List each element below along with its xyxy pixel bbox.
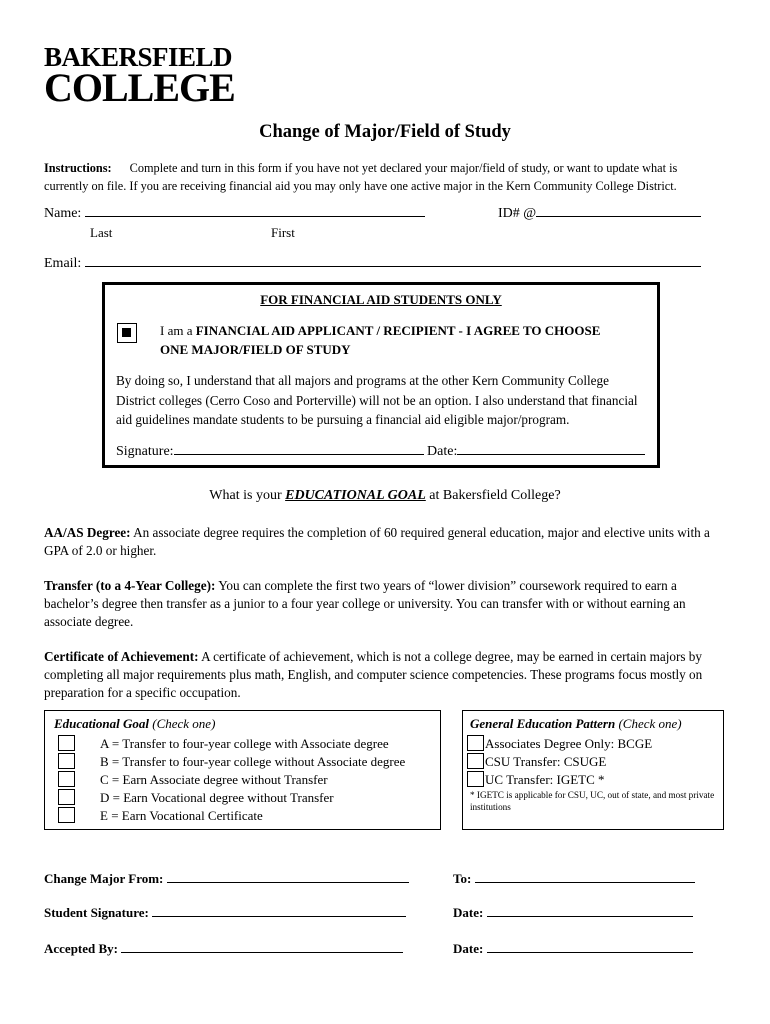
student-signature-row <box>44 905 406 921</box>
definition-text: You can complete the first two years of “lower division” coursework required to earn a bachelor’s degree then transfer as a junior to a four year college or university. You can transfer with or without earning an associate degree. <box>44 578 686 629</box>
goal-option-d: D = Earn Vocational degree without Transfer <box>100 790 334 805</box>
accepted-date-label: Date: <box>453 941 484 956</box>
change-from-label: Change Major From: <box>44 871 164 886</box>
fa-date-label: Date: <box>427 444 458 459</box>
definition-transfer <box>44 577 729 631</box>
ge-pattern-box <box>462 710 724 830</box>
goal-b-checkbox[interactable] <box>58 753 75 769</box>
financial-aid-checkbox[interactable] <box>117 323 137 343</box>
goal-option-a: A = Transfer to four-year college with Associate degree <box>100 736 389 751</box>
change-from-field[interactable] <box>167 882 409 883</box>
fa-date-field[interactable] <box>457 454 645 455</box>
accepted-by-field[interactable] <box>121 952 403 953</box>
student-date-label: Date: <box>453 905 484 920</box>
definition-text: A certificate of achievement, which is not a college degree, may be earned in certain majors by completing all major requirements plus math, English, and computer science competencies. These programs focus mostly on preparation for a specific occupation. <box>44 649 703 700</box>
email-field[interactable] <box>85 266 701 267</box>
accepted-by-label: Accepted By: <box>44 941 119 956</box>
ge-igetc-checkbox[interactable] <box>467 771 484 787</box>
accepted-date-field[interactable] <box>487 952 693 953</box>
goal-option-b: B = Transfer to four-year college without Associate degree <box>100 754 406 769</box>
goal-heading-hint: (Check one) <box>149 716 216 731</box>
last-label: Last <box>90 225 113 240</box>
change-from-row <box>44 871 409 887</box>
educational-goal-question <box>0 488 770 504</box>
name-label: Name: <box>44 206 82 221</box>
definition-text: An associate degree requires the completion of 60 required general education, major and elective units with a GPA of 2.0 or higher. <box>44 525 710 558</box>
student-signature-label: Student Signature: <box>44 905 149 920</box>
name-row <box>44 206 425 222</box>
educational-goal-heading <box>54 716 215 732</box>
igetc-note: * IGETC is applicable for CSU, UC, out of state, and most private institutions <box>470 790 715 812</box>
agreement-bold: FINANCIAL AID APPLICANT / RECIPIENT - I AGREE TO CHOOSE ONE MAJOR/FIELD OF STUDY <box>160 323 601 357</box>
definition-term: Transfer (to a 4-Year College): <box>44 578 216 593</box>
ge-option-bcge: Associates Degree Only: BCGE <box>485 736 653 751</box>
fa-signature-field[interactable] <box>174 454 424 455</box>
accepted-by-row <box>44 941 403 957</box>
goal-option-e: E = Earn Vocational Certificate <box>100 808 263 823</box>
email-label: Email: <box>44 256 82 271</box>
email-row <box>44 256 701 272</box>
ge-option-igetc: UC Transfer: IGETC * <box>485 772 605 787</box>
definition-aa-as <box>44 524 729 560</box>
ge-option-csuge: CSU Transfer: CSUGE <box>485 754 607 769</box>
ge-heading-hint: (Check one) <box>615 716 682 731</box>
goal-d-checkbox[interactable] <box>58 789 75 805</box>
financial-aid-heading: FOR FINANCIAL AID STUDENTS ONLY <box>260 292 502 307</box>
financial-aid-paragraph: By doing so, I understand that all majors and programs at the other Kern Community College District colleges (Cerro Coso and Porterville) will not be an option. I also understand that financial aid guidelines mandate students to be pursuing a financial aid eligible major/program. <box>116 373 638 427</box>
goal-a-checkbox[interactable] <box>58 735 75 751</box>
instructions-text: Complete and turn in this form if you have not yet declared your major/field of study, or want to update what is currently on file. If you are receiving financial aid you may only have one active major in the Kern Community College District. <box>44 161 678 193</box>
id-field[interactable] <box>536 216 701 217</box>
goal-question-prefix: What is your <box>209 488 286 503</box>
goal-e-checkbox[interactable] <box>58 807 75 823</box>
goal-question-suffix: at Bakersfield College? <box>425 488 561 503</box>
first-label: First <box>271 225 295 240</box>
student-date-field[interactable] <box>487 916 693 917</box>
goal-option-c: C = Earn Associate degree without Transfer <box>100 772 328 787</box>
goal-c-checkbox[interactable] <box>58 771 75 787</box>
change-to-label: To: <box>453 871 472 886</box>
id-label: ID# @ <box>498 206 537 221</box>
goal-heading-text: Educational Goal <box>54 716 149 731</box>
instructions-label: Instructions: <box>44 161 112 175</box>
change-to-row <box>453 871 695 887</box>
agreement-prefix: I am a <box>160 323 196 338</box>
page-title: Change of Major/Field of Study <box>259 122 511 142</box>
student-signature-field[interactable] <box>152 916 406 917</box>
goal-question-emphasis: EDUCATIONAL GOAL <box>285 488 426 503</box>
definition-term: AA/AS Degree: <box>44 525 131 540</box>
change-to-field[interactable] <box>475 882 695 883</box>
fa-signature-label: Signature: <box>116 444 174 459</box>
definition-term: Certificate of Achievement: <box>44 649 199 664</box>
accepted-date-row <box>453 941 693 957</box>
college-logo-line1: BAKERSFIELD <box>44 42 233 72</box>
ge-heading-text: General Education Pattern <box>470 716 616 731</box>
name-field[interactable] <box>85 216 425 217</box>
ge-pattern-heading <box>470 716 682 732</box>
financial-aid-box <box>102 282 660 468</box>
ge-csuge-checkbox[interactable] <box>467 753 484 769</box>
ge-bcge-checkbox[interactable] <box>467 735 484 751</box>
definition-certificate <box>44 648 729 702</box>
educational-goal-box <box>44 710 441 830</box>
student-date-row <box>453 905 693 921</box>
financial-aid-agreement <box>160 321 630 359</box>
financial-aid-signature-row <box>116 444 645 460</box>
college-logo-line2: COLLEGE <box>44 65 235 110</box>
id-row <box>498 206 701 222</box>
instructions <box>44 160 724 195</box>
